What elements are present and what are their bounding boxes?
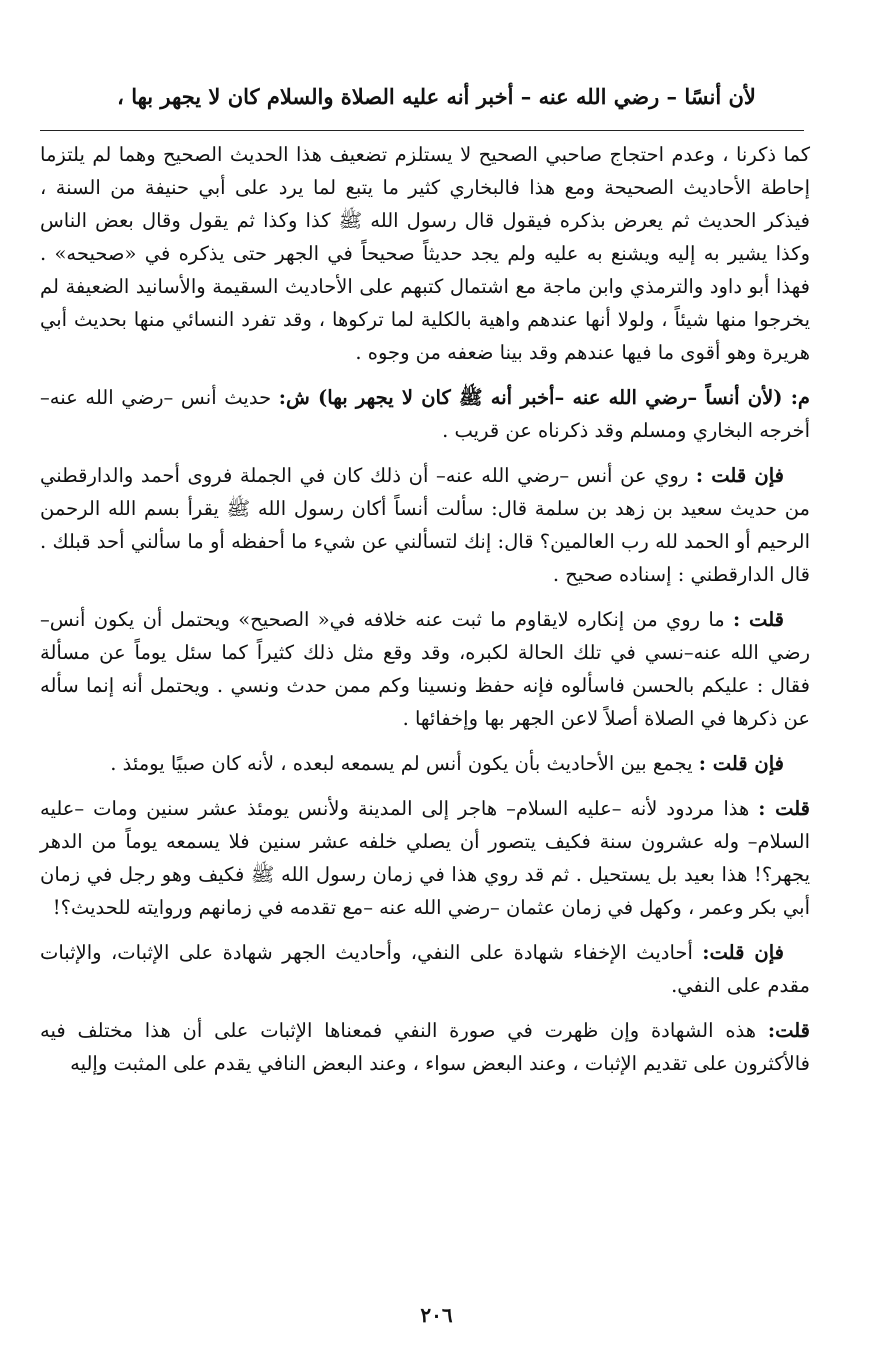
header-divider	[40, 130, 804, 131]
paragraph-objection-2	[40, 747, 810, 780]
reply-marker: قلت :	[733, 608, 784, 631]
paragraph-text: روي عن أنس –رضي الله عنه– أن ذلك كان في الجملة فروى أحمد والدارقطني من حديث سعيد بن زهد بن سلمة قال: سألت أنساً أكان رسول الله ﷺ يقرأ بسم الله الرحمن الرحيم أو الحمد لله رب العالمين؟ قال: إنك لتسألني عن شيء ما أحفظه أو ما سألني أحد قبلك . قال الدارقطني : إسناده صحيح .	[40, 464, 810, 586]
paragraph-objection-1	[40, 459, 810, 591]
page-number: ٢٠٦	[420, 1303, 453, 1327]
paragraph-text: حديث أنس –رضي الله عنه– أخرجه البخاري ومسلم وقد ذكرناه عن قريب .	[40, 386, 810, 442]
objection-marker: فإن قلت:	[702, 941, 784, 964]
paragraph-reply-3	[40, 1014, 810, 1080]
matn-quote: م: (لأن أنساً –رضي الله عنه –أخبر أنه ﷺ كان لا يجهر بها) ش:	[278, 386, 810, 409]
paragraph-text: هذا مردود لأنه –عليه السلام– هاجر إلى المدينة ولأنس يومئذ عشر سنين ومات –عليه السلام– وله عشرون سنة فكيف يتصور أن يصلي خلفه عشر سنين فلا يسمعه يوماً من الدهر يجهر؟! هذا بعيد بل يستحيل . ثم قد روي هذا في زمان رسول الله ﷺ فكيف وهو رجل في زمان أبي بكر وعمر ، وكهل في زمان عثمان –رضي الله عنه –مع تقدمه في زمانهم وروايته للحديث؟!	[40, 797, 810, 919]
paragraph-matn-anas	[40, 381, 810, 447]
paragraph-reply-1	[40, 603, 810, 735]
running-header: لأن أنسًا – رضي الله عنه – أخبر أنه عليه الصلاة والسلام كان لا يجهر بها ،	[117, 84, 756, 109]
paragraph-text: هذه الشهادة وإن ظهرت في صورة النفي فمعناها الإثبات على أن هذا مختلف فيه فالأكثرون على تقديم الإثبات ، وعند البعض سواء ، وعند البعض النافي يقدم على المثبت وإليه	[40, 1019, 810, 1075]
objection-marker: فإن قلت :	[695, 464, 784, 487]
paragraph-text: أحاديث الإخفاء شهادة على النفي، وأحاديث الجهر شهادة على الإثبات، والإثبات مقدم على النفي.	[40, 941, 810, 997]
paragraph-reply-2	[40, 792, 810, 924]
reply-marker: قلت :	[758, 797, 810, 820]
paragraph-commentary-continuation	[40, 138, 810, 369]
page-body	[40, 138, 810, 1080]
reply-marker: قلت:	[767, 1019, 810, 1042]
objection-marker: فإن قلت :	[698, 752, 784, 775]
paragraph-text: يجمع بين الأحاديث بأن يكون أنس لم يسمعه لبعده ، لأنه كان صبيًا يومئذ .	[110, 752, 699, 775]
paragraph-objection-3	[40, 936, 810, 1002]
paragraph-text: كما ذكرنا ، وعدم احتجاج صاحبي الصحيح لا يستلزم تضعيف هذا الحديث الصحيح وهما لم يلتزما إحاطة الأحاديث الصحيحة ومع هذا فالبخاري كثير ما يتبع لما يرد على أبي حنيفة من السنة ، فيذكر الحديث ثم يعرض بذكره فيقول قال رسول الله ﷺ كذا وكذا ثم يقول وقال بعض الناس وكذا يشير به إليه ويشنع به عليه ولم يجد حديثاً صحيحاً في الجهر حتى يذكره في «صحيحه» . فهذا أبو داود والترمذي وابن ماجة مع اشتمال كتبهم على الأحاديث السقيمة والأسانيد الضعيفة لم يخرجوا منها شيئاً ، ولولا أنها عندهم واهية بالكلية لما تركوها ، وقد تفرد النسائي منها بحديث أبي هريرة وهو أقوى ما فيها عندهم وقد بينا ضعفه من وجوه .	[40, 143, 810, 364]
paragraph-text: ما روي من إنكاره لايقاوم ما ثبت عنه خلافه في« الصحيح» ويحتمل أن يكون أنس–رضي الله عنه–نسي في تلك الحالة لكبره، وقد وقع مثل ذلك كثيراً كما سئل يوماً عن مسألة فقال : عليكم بالحسن فاسألوه فإنه حفظ ونسينا وكم ممن حدث ونسي . ويحتمل أنه إنما سأله عن ذكرها في الصلاة أصلاً لاعن الجهر بها وإخفائها .	[40, 608, 810, 730]
